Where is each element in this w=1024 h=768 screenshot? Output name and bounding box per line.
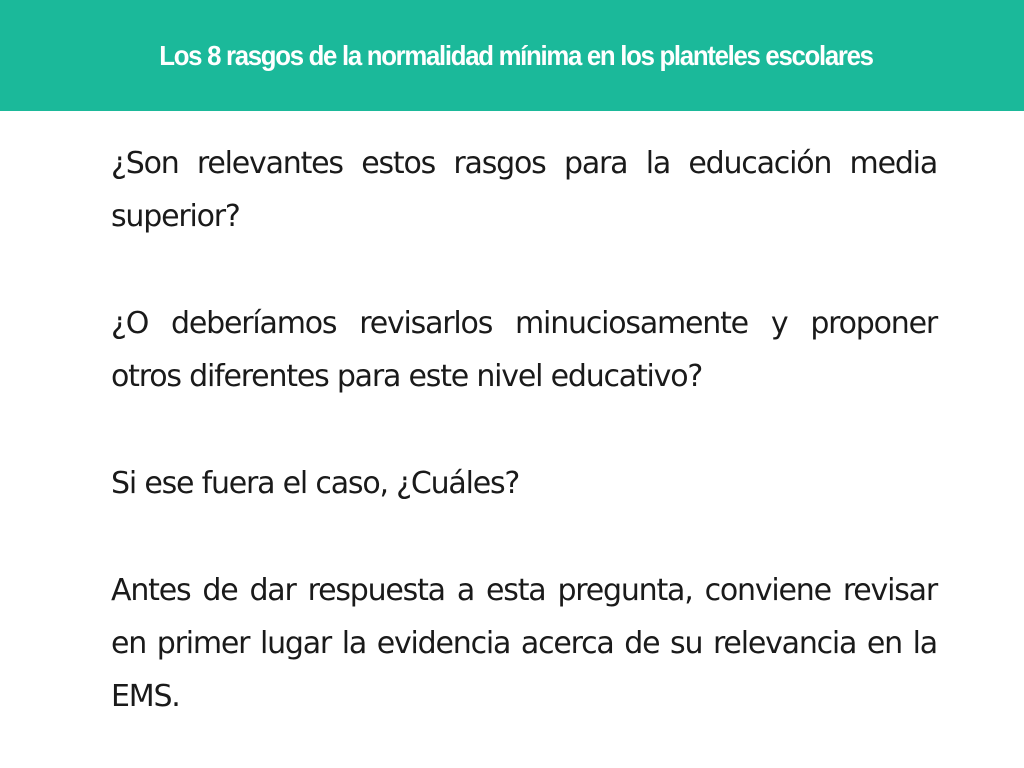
slide-body	[111, 137, 937, 723]
paragraph-question-which: Si ese fuera el caso, ¿Cuáles?	[111, 466, 520, 501]
title-bar	[0, 0, 1024, 111]
slide-title: Los 8 rasgos de la normalidad mínima en los planteles escolares	[159, 40, 873, 71]
paragraph-question-relevance: ¿Son relevantes estos rasgos para la educación media superior?	[111, 146, 937, 234]
paragraph-question-review: ¿O deberíamos revisarlos minuciosamente y proponer otros diferentes para este nivel educativo?	[111, 306, 937, 394]
paragraph-evidence-note: Antes de dar respuesta a esta pregunta, conviene revisar en primer lugar la evidencia acerca de su relevancia en la EMS.	[111, 573, 937, 714]
